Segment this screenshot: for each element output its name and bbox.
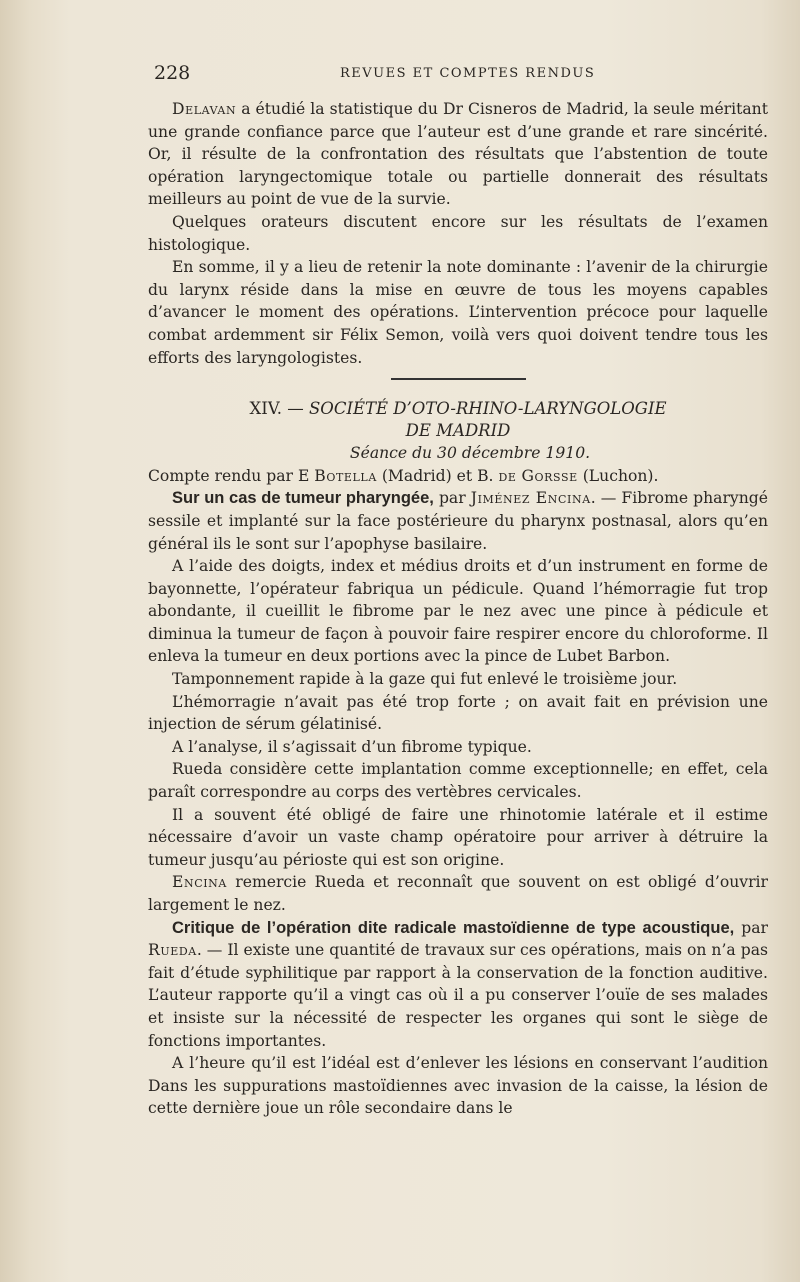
running-head: REVUES ET COMPTES RENDUS <box>340 66 596 81</box>
section-title <box>148 398 768 442</box>
reporter-name-1: Botella <box>314 466 377 485</box>
article-1-lead: Sur un cas de tumeur pharyngée, par Jiménez Encina. — Fibrome pharyngé sessile et implanté sur la face postérieure du pharynx postnasal, alors qu’en général ils le sont sur l’apophyse basilaire. <box>148 489 768 553</box>
article-2-lead: Critique de l’opération dite radicale mastoïdienne de type acoustique, par Rueda. — Il existe une quantité de travaux sur ces opérations, mais on n’a pas fait d’étude syphilitique par rapport à la conservation de la fonction auditive. L’auteur rapporte qu’il a vingt cas où il a pu conserver l’ouïe de ses malades et insiste sur la nécessité de respecter les organes qui sont le siège de fonctions importantes. <box>148 918 768 1050</box>
article-2-title: Critique de l’opération dite radicale mastoïdienne de type acoustique, <box>172 918 735 937</box>
article-1-paragraph-7: Il a souvent été obligé de faire une rhinotomie latérale et il estime nécessaire d’avoir un vaste champ opératoire pour arriver à détruire la tumeur jusqu’au périoste qui est son origine. <box>148 805 768 869</box>
article-1-paragraph-4: L’hémorragie n’avait pas été trop forte ; on avait fait en prévision une injection de sérum gélatinisé. <box>148 692 768 734</box>
article-1-paragraph-3: Tamponnement rapide à la gaze qui fut enlevé le troisième jour. <box>172 670 678 689</box>
article-1-author: Jiménez Encina <box>470 489 591 508</box>
reporter-name-2: Gorsse <box>521 466 578 485</box>
intro-paragraph-1 <box>148 98 768 211</box>
author-name: Delavan <box>172 100 237 118</box>
article-1-paragraph-2: A l’aide des doigts, index et médius droits et d’un instrument en forme de bayonnette, l’opérateur fabriqua un pédicule. Quand l’hémorragie fut trop abondante, il cueillit le fibrome par le nez avec une pince à pédicule et diminua la tumeur de façon à pouvoir faire respirer encore du chloroforme. Il enleva la tumeur en deux portions avec la pince de Lubet Barbon. <box>148 557 768 666</box>
page-header <box>140 62 770 86</box>
intro-paragraph-2: Quelques orateurs discutent encore sur les résultats de l’examen histologique. <box>148 212 768 254</box>
article-1-paragraph-5: A l’analyse, il s’agissait d’un fibrome typique. <box>172 737 532 756</box>
section-title-line-1: SOCIÉTÉ D’OTO-RHINO-LARYNGOLOGIE <box>308 399 667 419</box>
body-text <box>148 98 768 1120</box>
article-2-paragraph-2: A l’heure qu’il est l’idéal est d’enlever les lésions en conservant l’audition Dans les suppurations mastoïdiennes avec invasion de la caisse, la lésion de cette dernière joue un rôle secondaire dans le <box>148 1054 768 1118</box>
section-title-line-2: DE MADRID <box>405 421 511 441</box>
author-name: Encina <box>172 873 227 892</box>
article-2-author: Rueda <box>148 941 197 960</box>
page-number: 228 <box>154 62 191 84</box>
section-numeral: XIV. — <box>249 399 309 419</box>
section-divider <box>391 378 526 380</box>
intro-paragraph-3: En somme, il y a lieu de retenir la note dominante : l’avenir de la chirurgie du larynx réside dans la mise en œuvre de tous les moyens capables d’avancer le moment des opérations. L’intervention précoce pour laquelle combat ardemment sir Félix Semon, voilà vers quoi doivent tendre tous les efforts des laryngologistes. <box>148 258 768 367</box>
article-1-title: Sur un cas de tumeur pharyngée, <box>172 489 434 508</box>
seance-date: Séance du 30 décembre 1910. <box>349 444 591 463</box>
paragraph-text: a étudié la statistique du Dr Cisneros de Madrid, la seule méritant une grande confiance parce que l’auteur est d’une grande et rare sincérité. Or, il résulte de la confrontation des résultats que l’abstention de toute opération laryngectomique totale ou partielle donnerait des résultats meilleurs au point de vue de la survie. <box>148 100 768 209</box>
report-byline: Compte rendu par E Botella (Madrid) et B. de Gorsse (Luchon). <box>148 466 659 485</box>
article-1-paragraph-8: Encina remercie Rueda et reconnaît que souvent on est obligé d’ouvrir largement le nez. <box>148 873 768 914</box>
article-1-paragraph-6: Rueda considère cette implantation comme exceptionnelle; en effet, cela paraît correspondre au corps des vertèbres cervicales. <box>148 760 768 802</box>
